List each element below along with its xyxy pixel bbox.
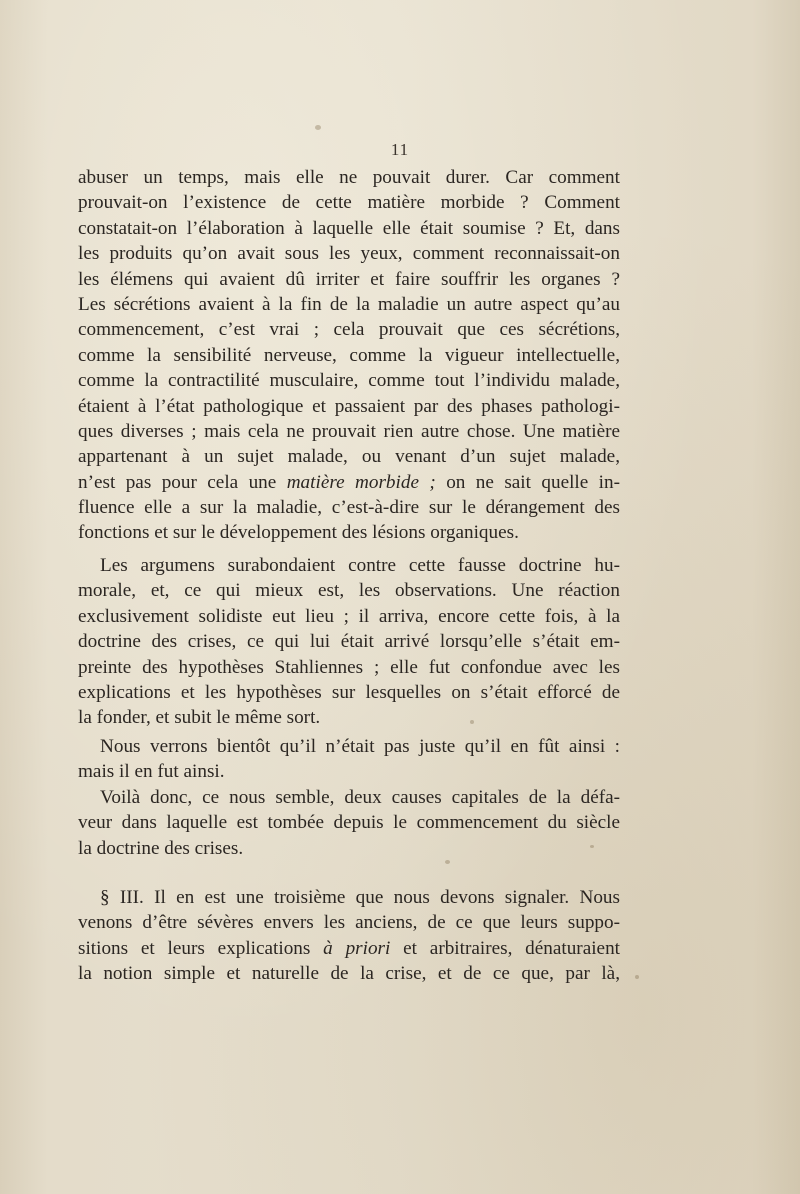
text-line: mais il en fut ainsi. <box>78 761 225 783</box>
text-line: morale, et, ce qui mieux est, les observations. Une réaction <box>78 580 620 602</box>
text-line <box>78 470 620 495</box>
text-line: § III. Il en est une troisième que nous devons signaler. Nous <box>100 887 620 908</box>
text-line: doctrine des crises, ce qui lui était arrivé lorsqu’elle s’était em- <box>78 631 620 653</box>
text-line: fonctions et sur le développement des lésions organiques. <box>78 522 519 544</box>
text-line <box>78 936 620 961</box>
paper-speck <box>590 845 594 848</box>
text-line: les élémens qui avaient dû irriter et faire souffrir les organes ? <box>78 268 620 290</box>
paper-speck <box>635 975 639 979</box>
text-run: n’est pas pour cela une <box>78 471 287 493</box>
text-run: et arbitraires, dénaturaient <box>390 937 620 959</box>
paragraph-4 <box>78 785 620 861</box>
text-line: veur dans laquelle est tombée depuis le commencement du siècle <box>78 812 620 834</box>
text-line: comme la sensibilité nerveuse, comme la vigueur intellectuelle, <box>78 344 620 366</box>
text-line: la fonder, et subit le même sort. <box>78 707 321 729</box>
text-run: on ne sait quelle in- <box>435 471 620 493</box>
paragraph-1 <box>78 165 620 546</box>
paragraph-3 <box>78 734 620 785</box>
italic-term: matière morbide ; <box>286 471 436 493</box>
text-line: Voilà donc, ce nous semble, deux causes capitales de la défa- <box>100 787 620 808</box>
page-number: 11 <box>390 140 410 159</box>
text-line: constatait-on l’élaboration à laquelle elle était soumise ? Et, dans <box>78 217 620 239</box>
italic-term: à priori <box>323 937 391 959</box>
text-line: abuser un temps, mais elle ne pouvait durer. Car comment <box>78 167 620 188</box>
text-line: appartenant à un sujet malade, ou venant d’un sujet malade, <box>78 446 620 468</box>
text-line: étaient à l’état pathologique et passaient par des phases pathologi- <box>78 395 620 417</box>
text-line: exclusivement solidiste eut lieu ; il arriva, encore cette fois, à la <box>78 605 620 627</box>
text-line: prouvait-on l’existence de cette matière morbide ? Comment <box>78 192 620 214</box>
paper-speck <box>470 720 474 724</box>
text-line: fluence elle a sur la maladie, c’est-à-dire sur le dérangement des <box>78 497 620 519</box>
text-line: commencement, c’est vrai ; cela prouvait que ces sécrétions, <box>78 319 620 341</box>
text-line: ques diverses ; mais cela ne prouvait rien autre chose. Une matière <box>78 420 620 442</box>
text-run: sitions et leurs explications <box>78 937 324 959</box>
paragraph-2 <box>78 553 620 731</box>
text-line: Les sécrétions avaient à la fin de la maladie un autre aspect qu’au <box>78 293 620 315</box>
text-line: les produits qu’on avait sous les yeux, comment reconnaissait-on <box>78 243 620 265</box>
paper-speck <box>445 860 450 864</box>
text-line: Nous verrons bientôt qu’il n’était pas juste qu’il en fût ainsi : <box>100 736 620 757</box>
text-line: comme la contractilité musculaire, comme tout l’individu malade, <box>78 370 620 392</box>
text-line: venons d’être sévères envers les anciens, de ce que leurs suppo- <box>78 912 620 934</box>
text-line: la notion simple et naturelle de la crise, et de ce que, par là, <box>78 963 620 985</box>
text-line: la doctrine des crises. <box>78 837 244 859</box>
text-line: Les argumens surabondaient contre cette fausse doctrine hu- <box>100 555 620 576</box>
paper-speck <box>315 125 321 130</box>
text-line: explications et les hypothèses sur lesquelles on s’était efforcé de <box>78 681 620 703</box>
text-line: preinte des hypothèses Stahliennes ; elle fut confondue avec les <box>78 656 620 678</box>
section-3-paragraph <box>78 885 620 987</box>
